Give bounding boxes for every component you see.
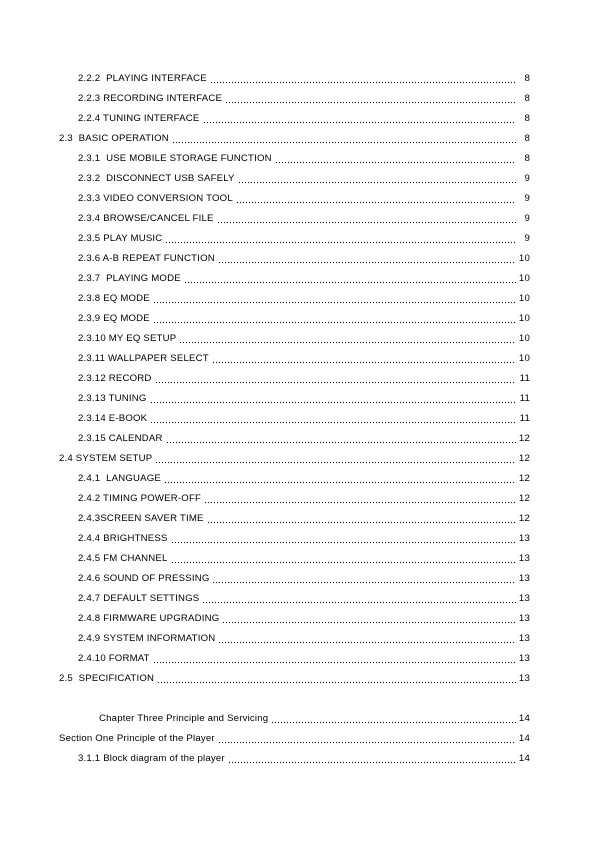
toc-leader-dots: [218, 642, 516, 643]
toc-leader-dots: [166, 442, 516, 443]
toc-entry[interactable]: [0, 247, 596, 267]
toc-page-number: 9: [524, 213, 530, 224]
toc-entry[interactable]: [0, 187, 596, 207]
toc-page-number: 9: [524, 193, 530, 204]
toc-leader-dots: [271, 722, 516, 723]
toc-page-number: 8: [524, 73, 530, 84]
table-of-contents: [0, 67, 596, 767]
toc-page-number: 11: [519, 413, 530, 424]
toc-entry[interactable]: [0, 607, 596, 627]
toc-page-number: 10: [518, 333, 530, 344]
toc-leader-dots: [228, 762, 516, 763]
toc-entry-label: 2.4.5 FM CHANNEL: [78, 553, 168, 564]
toc-leader-dots: [207, 522, 516, 523]
toc-leader-dots: [150, 402, 516, 403]
toc-entry[interactable]: [0, 107, 596, 127]
toc-leader-dots: [172, 142, 516, 143]
toc-entry[interactable]: [0, 667, 596, 687]
toc-leader-dots: [164, 482, 516, 483]
toc-entry[interactable]: [0, 287, 596, 307]
toc-entry-label: 2.3.1 USE MOBILE STORAGE FUNCTION: [78, 153, 272, 164]
toc-page-number: 14: [518, 753, 530, 764]
toc-entry[interactable]: [0, 527, 596, 547]
toc-page-number: 10: [518, 313, 530, 324]
toc-entry[interactable]: [0, 307, 596, 327]
toc-entry-label: 2.4.4 BRIGHTNESS: [78, 533, 168, 544]
toc-entry[interactable]: [0, 127, 596, 147]
toc-spacer: [0, 687, 596, 707]
toc-entry[interactable]: [0, 707, 596, 727]
toc-leader-dots: [275, 162, 516, 163]
toc-entry-label: 2.3.11 WALLPAPER SELECT: [78, 353, 209, 364]
toc-leader-dots: [157, 682, 516, 683]
toc-page-number: 13: [518, 673, 530, 684]
toc-leader-dots: [203, 122, 516, 123]
toc-page-number: 12: [518, 433, 530, 444]
toc-leader-dots: [171, 542, 516, 543]
toc-entry-label: 2.3.10 MY EQ SETUP: [78, 333, 177, 344]
toc-entry[interactable]: [0, 547, 596, 567]
toc-entry-label: Section One Principle of the Player: [59, 733, 215, 744]
toc-page-number: 12: [518, 453, 530, 464]
toc-entry-label: 3.1.1 Block diagram of the player: [78, 753, 225, 764]
toc-leader-dots: [155, 382, 516, 383]
toc-leader-dots: [150, 422, 516, 423]
toc-entry[interactable]: [0, 427, 596, 447]
toc-entry-label: 2.4 SYSTEM SETUP: [59, 453, 153, 464]
toc-page-number: 11: [519, 393, 530, 404]
toc-page-number: 10: [518, 253, 530, 264]
toc-page-number: 13: [518, 553, 530, 564]
toc-leader-dots: [153, 662, 516, 663]
toc-page-number: 10: [518, 293, 530, 304]
toc-leader-dots: [171, 562, 516, 563]
toc-entry[interactable]: [0, 87, 596, 107]
toc-entry-label: 2.5 SPECIFICATION: [59, 673, 155, 684]
toc-entry[interactable]: [0, 367, 596, 387]
toc-entry-label: 2.4.8 FIRMWARE UPGRADING: [78, 613, 220, 624]
toc-entry[interactable]: [0, 67, 596, 87]
toc-entry[interactable]: [0, 327, 596, 347]
toc-entry-label: 2.3.5 PLAY MUSIC: [78, 233, 163, 244]
toc-leader-dots: [217, 222, 516, 223]
toc-page-number: 14: [518, 733, 530, 744]
toc-leader-dots: [225, 102, 516, 103]
toc-leader-dots: [184, 282, 516, 283]
toc-leader-dots: [218, 742, 516, 743]
toc-entry-label: 2.3 BASIC OPERATION: [59, 133, 169, 144]
toc-leader-dots: [202, 602, 516, 603]
toc-leader-dots: [222, 622, 516, 623]
toc-page-number: 12: [518, 513, 530, 524]
toc-leader-dots: [238, 182, 516, 183]
toc-entry-label: 2.4.7 DEFAULT SETTINGS: [78, 593, 200, 604]
toc-entry-label: 2.4.10 FORMAT: [78, 653, 150, 664]
toc-entry[interactable]: [0, 207, 596, 227]
toc-entry-label: 2.3.15 CALENDAR: [78, 433, 163, 444]
toc-page-number: 11: [519, 373, 530, 384]
toc-entry-label: 2.4.9 SYSTEM INFORMATION: [78, 633, 216, 644]
toc-entry-label: 2.3.4 BROWSE/CANCEL FILE: [78, 213, 214, 224]
toc-page-number: 9: [524, 173, 530, 184]
toc-leader-dots: [179, 342, 516, 343]
toc-entry[interactable]: [0, 147, 596, 167]
toc-entry[interactable]: [0, 587, 596, 607]
toc-entry-label: 2.4.1 LANGUAGE: [78, 473, 161, 484]
toc-page-number: 13: [518, 613, 530, 624]
toc-leader-dots: [218, 262, 516, 263]
toc-leader-dots: [212, 582, 516, 583]
toc-entry-label: 2.3.6 A-B REPEAT FUNCTION: [78, 253, 215, 264]
toc-entry[interactable]: [0, 747, 596, 767]
toc-page-number: 12: [518, 473, 530, 484]
toc-entry-label: 2.2.3 RECORDING INTERFACE: [78, 93, 223, 104]
toc-leader-dots: [153, 302, 516, 303]
toc-leader-dots: [165, 242, 516, 243]
toc-entry-label: 2.3.8 EQ MODE: [78, 293, 150, 304]
toc-leader-dots: [153, 322, 516, 323]
toc-entry-label: 2.2.2 PLAYING INTERFACE: [78, 73, 207, 84]
toc-leader-dots: [236, 202, 516, 203]
toc-page-number: 8: [524, 93, 530, 104]
toc-entry[interactable]: [0, 627, 596, 647]
toc-page-number: 12: [518, 493, 530, 504]
toc-entry-label: 2.3.3 VIDEO CONVERSION TOOL: [78, 193, 233, 204]
toc-page-number: 8: [524, 113, 530, 124]
toc-entry[interactable]: [0, 727, 596, 747]
toc-entry-label: 2.3.9 EQ MODE: [78, 313, 150, 324]
toc-entry[interactable]: [0, 567, 596, 587]
toc-leader-dots: [210, 82, 516, 83]
toc-page-number: 13: [518, 573, 530, 584]
toc-entry-label: 2.3.2 DISCONNECT USB SAFELY: [78, 173, 235, 184]
toc-entry-label: 2.4.2 TIMING POWER-OFF: [78, 493, 202, 504]
toc-entry[interactable]: [0, 387, 596, 407]
toc-entry[interactable]: [0, 647, 596, 667]
toc-page-number: 13: [518, 533, 530, 544]
toc-leader-dots: [212, 362, 516, 363]
toc-entry[interactable]: [0, 227, 596, 247]
toc-entry-label: Chapter Three Principle and Servicing: [99, 713, 269, 724]
toc-page-number: 10: [518, 273, 530, 284]
toc-page-number: 13: [518, 593, 530, 604]
toc-entry-label: 2.3.13 TUNING: [78, 393, 147, 404]
toc-entry[interactable]: [0, 167, 596, 187]
toc-page-number: 8: [524, 133, 530, 144]
toc-page-number: 9: [524, 233, 530, 244]
toc-page-number: 13: [518, 633, 530, 644]
toc-entry[interactable]: [0, 267, 596, 287]
toc-leader-dots: [155, 462, 516, 463]
toc-entry-label: 2.3.7 PLAYING MODE: [78, 273, 181, 284]
toc-entry[interactable]: [0, 507, 596, 527]
toc-entry[interactable]: [0, 447, 596, 467]
toc-page-number: 13: [518, 653, 530, 664]
toc-entry-label: 2.4.3SCREEN SAVER TIME: [78, 513, 204, 524]
toc-page-number: 8: [524, 153, 530, 164]
toc-entry-label: 2.4.6 SOUND OF PRESSING: [78, 573, 210, 584]
toc-page-number: 14: [518, 713, 530, 724]
toc-entry[interactable]: [0, 407, 596, 427]
toc-entry[interactable]: [0, 467, 596, 487]
toc-entry[interactable]: [0, 347, 596, 367]
toc-entry-label: 2.3.12 RECORD: [78, 373, 152, 384]
toc-entry-label: 2.3.14 E-BOOK: [78, 413, 148, 424]
toc-entry-label: 2.2.4 TUNING INTERFACE: [78, 113, 200, 124]
toc-page-number: 10: [518, 353, 530, 364]
toc-leader-dots: [204, 502, 516, 503]
toc-entry[interactable]: [0, 487, 596, 507]
